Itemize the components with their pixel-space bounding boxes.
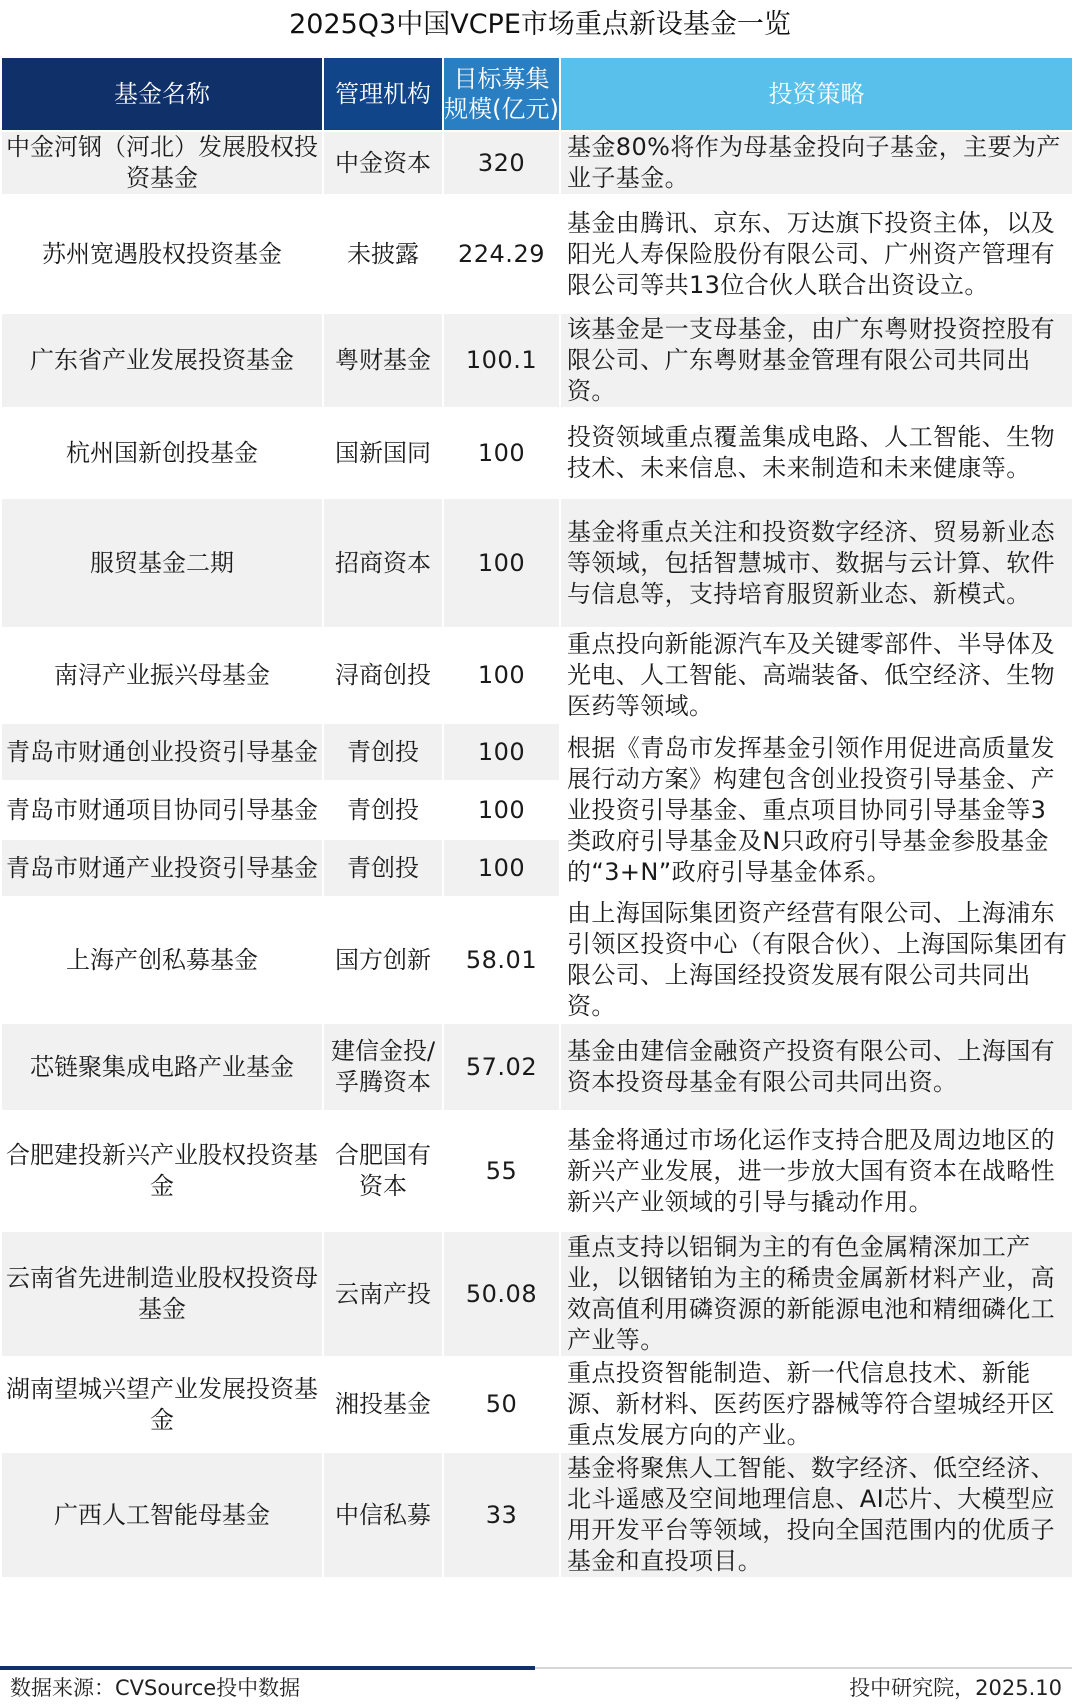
fund-strategy: 基金80%将作为母基金投向子基金，主要为产业子基金。 — [561, 132, 1072, 194]
fund-size: 100 — [444, 409, 559, 497]
table-row — [2, 1024, 1072, 1110]
fund-manager: 中金资本 — [324, 132, 442, 194]
fund-manager: 合肥国有资本 — [324, 1112, 442, 1230]
fund-size: 100 — [444, 840, 559, 896]
fund-strategy: 重点投资智能制造、新一代信息技术、新能源、新材料、医药医疗器械等符合望城经开区重点发展方向的产业。 — [561, 1358, 1072, 1451]
column-header-strategy: 投资策略 — [561, 58, 1072, 130]
fund-strategy: 根据《青岛市发挥基金引领作用促进高质量发展行动方案》构建包含创业投资引导基金、产业投资引导基金、重点项目协同引导基金等3类政府引导基金及N只政府引导基金参股基金的“3+N”政府引导基金体系。 — [561, 724, 1072, 896]
fund-size: 100 — [444, 499, 559, 627]
fund-name: 南浔产业振兴母基金 — [2, 629, 322, 722]
fund-strategy: 该基金是一支母基金，由广东粤财投资控股有限公司、广东粤财基金管理有限公司共同出资。 — [561, 314, 1072, 407]
column-header-name: 基金名称 — [2, 58, 322, 130]
fund-strategy: 基金由建信金融资产投资有限公司、上海国有资本投资母基金有限公司共同出资。 — [561, 1024, 1072, 1110]
fund-size: 224.29 — [444, 196, 559, 312]
fund-strategy: 基金将重点关注和投资数字经济、贸易新业态等领域，包括智慧城市、数据与云计算、软件与信息等，支持培育服贸新业态、新模式。 — [561, 499, 1072, 627]
table-row — [2, 499, 1072, 627]
footer-divider-accent — [0, 1666, 535, 1670]
fund-name: 青岛市财通创业投资引导基金 — [2, 724, 322, 780]
fund-name: 云南省先进制造业股权投资母基金 — [2, 1232, 322, 1356]
fund-manager: 青创投 — [324, 782, 442, 838]
table-row — [2, 1453, 1072, 1577]
table-row — [2, 196, 1072, 312]
fund-size: 58.01 — [444, 898, 559, 1022]
fund-strategy: 基金将聚焦人工智能、数字经济、低空经济、北斗遥感及空间地理信息、AI芯片、大模型应用开发平台等领域，投向全国范围内的优质子基金和直投项目。 — [561, 1453, 1072, 1577]
table-row — [2, 629, 1072, 722]
fund-strategy: 重点投向新能源汽车及关键零部件、半导体及光电、人工智能、高端装备、低空经济、生物医药等领域。 — [561, 629, 1072, 722]
fund-name: 中金河钢（河北）发展股权投资基金 — [2, 132, 322, 194]
table-row — [2, 1358, 1072, 1451]
fund-manager: 湘投基金 — [324, 1358, 442, 1451]
fund-manager: 粤财基金 — [324, 314, 442, 407]
table-row — [2, 724, 1072, 780]
fund-size: 100 — [444, 782, 559, 838]
page-title: 2025Q3中国VCPE市场重点新设基金一览 — [289, 9, 791, 40]
fund-size: 57.02 — [444, 1024, 559, 1110]
table-row — [2, 1232, 1072, 1356]
fund-manager: 青创投 — [324, 840, 442, 896]
fund-manager: 建信金投/孚腾资本 — [324, 1024, 442, 1110]
fund-manager: 中信私募 — [324, 1453, 442, 1577]
fund-size: 50 — [444, 1358, 559, 1451]
table-row — [2, 409, 1072, 497]
fund-strategy: 基金由腾讯、京东、万达旗下投资主体，以及阳光人寿保险股份有限公司、广州资产管理有限公司等共13位合伙人联合出资设立。 — [561, 196, 1072, 312]
credit-note: 投中研究院，2025.10 — [849, 1676, 1062, 1700]
fund-name: 青岛市财通项目协同引导基金 — [2, 782, 322, 838]
fund-size: 100.1 — [444, 314, 559, 407]
fund-name: 青岛市财通产业投资引导基金 — [2, 840, 322, 896]
fund-manager: 青创投 — [324, 724, 442, 780]
data-source-note: 数据来源：CVSource投中数据 — [10, 1676, 301, 1700]
fund-manager: 浔商创投 — [324, 629, 442, 722]
fund-strategy: 投资领域重点覆盖集成电路、人工智能、生物技术、未来信息、未来制造和未来健康等。 — [561, 409, 1072, 497]
fund-manager: 云南产投 — [324, 1232, 442, 1356]
fund-manager: 国新国同 — [324, 409, 442, 497]
footer-divider — [535, 1667, 1072, 1669]
fund-name: 苏州宽遇股权投资基金 — [2, 196, 322, 312]
fund-manager: 招商资本 — [324, 499, 442, 627]
column-header-size: 目标募集 规模(亿元) — [444, 58, 559, 130]
fund-name: 服贸基金二期 — [2, 499, 322, 627]
fund-manager: 国方创新 — [324, 898, 442, 1022]
fund-strategy: 重点支持以铝铜为主的有色金属精深加工产业，以铟锗铂为主的稀贵金属新材料产业，高效高值利用磷资源的新能源电池和精细磷化工产业等。 — [561, 1232, 1072, 1356]
fund-name: 广西人工智能母基金 — [2, 1453, 322, 1577]
fund-name: 上海产创私募基金 — [2, 898, 322, 1022]
table-row — [2, 1112, 1072, 1230]
fund-size: 33 — [444, 1453, 559, 1577]
fund-manager: 未披露 — [324, 196, 442, 312]
table-row — [2, 132, 1072, 194]
fund-size: 320 — [444, 132, 559, 194]
fund-size: 50.08 — [444, 1232, 559, 1356]
fund-size: 100 — [444, 629, 559, 722]
column-header-manager: 管理机构 — [324, 58, 442, 130]
fund-size: 55 — [444, 1112, 559, 1230]
fund-name: 广东省产业发展投资基金 — [2, 314, 322, 407]
fund-strategy: 由上海国际集团资产经营有限公司、上海浦东引领区投资中心（有限合伙）、上海国际集团有限公司、上海国经投资发展有限公司共同出资。 — [561, 898, 1072, 1022]
table-header-row — [2, 58, 1072, 130]
table-row — [2, 314, 1072, 407]
fund-name: 杭州国新创投基金 — [2, 409, 322, 497]
fund-name: 合肥建投新兴产业股权投资基金 — [2, 1112, 322, 1230]
fund-name: 湖南望城兴望产业发展投资基金 — [2, 1358, 322, 1451]
table-row — [2, 898, 1072, 1022]
fund-name: 芯链聚集成电路产业基金 — [2, 1024, 322, 1110]
fund-table — [0, 56, 1074, 1579]
fund-strategy: 基金将通过市场化运作支持合肥及周边地区的新兴产业发展，进一步放大国有资本在战略性新兴产业领域的引导与撬动作用。 — [561, 1112, 1072, 1230]
fund-size: 100 — [444, 724, 559, 780]
